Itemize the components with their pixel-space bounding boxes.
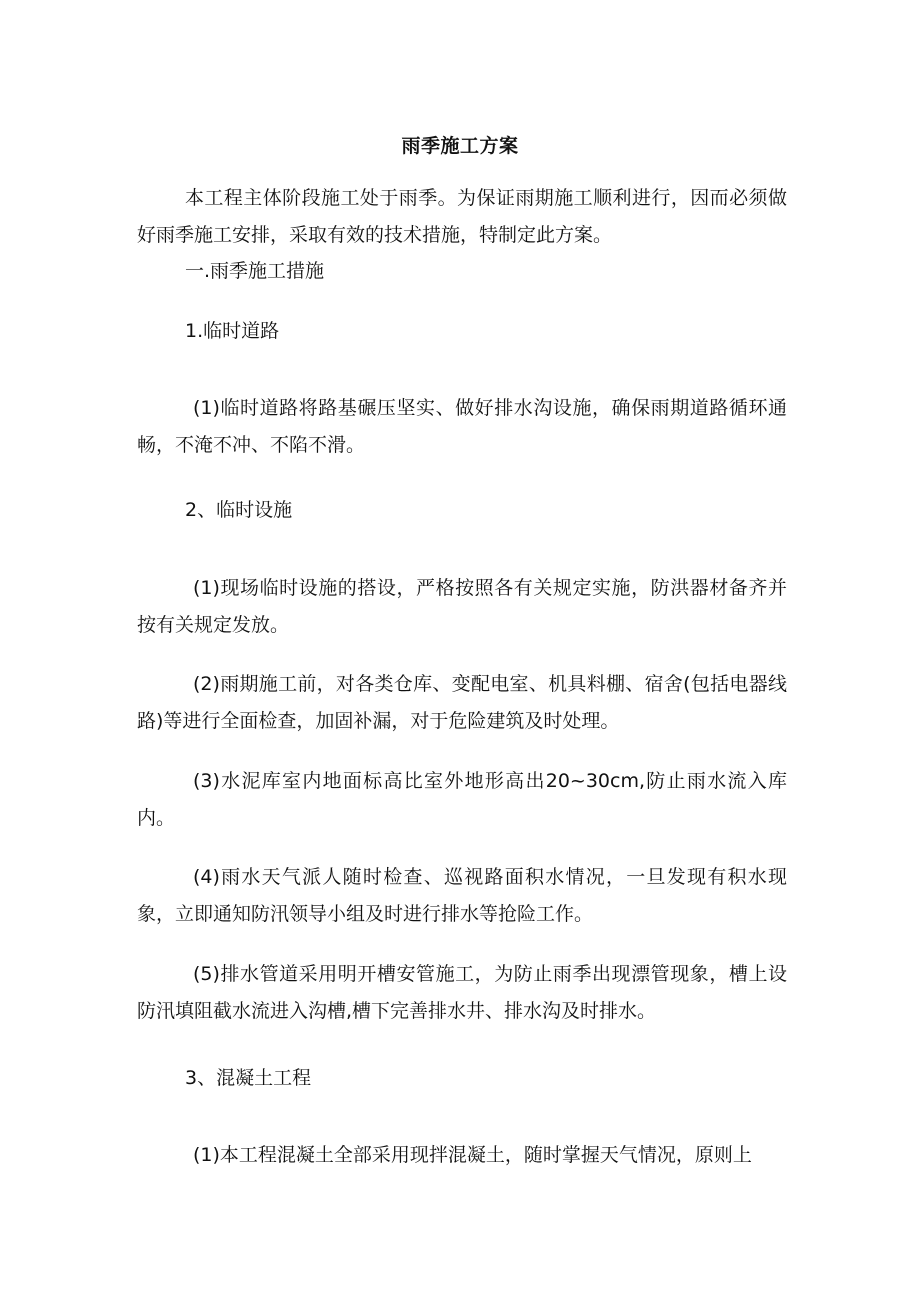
facilities-item-2: (2)雨期施工前，对各类仓库、变配电室、机具料棚、宿舍(包括电器线路)等进行全面检查，加固补漏，对于危险建筑及时处理。 — [137, 673, 787, 732]
concrete-item-1: (1)本工程混凝土全部采用现拌混凝土，随时掌握天气情况，原则上 — [193, 1144, 752, 1166]
roads-item-1: (1)临时道路将路基碾压坚实、做好排水沟设施，确保雨期道路循环通畅，不淹不冲、不陷不滑。 — [137, 397, 787, 456]
facilities-item-4: (4)雨水天气派人随时检查、巡视路面积水情况，一旦发现有积水现象，立即通知防汛领导小组及时进行排水等抢险工作。 — [137, 866, 787, 925]
intro-paragraph: 本工程主体阶段施工处于雨季。为保证雨期施工顺利进行，因而必须做好雨季施工安排，采取有效的技术措施，特制定此方案。 — [137, 187, 787, 246]
subsection-heading-temporary-roads: 1.临时道路 — [185, 320, 280, 342]
subsection-heading-temporary-facilities: 2、临时设施 — [185, 499, 293, 521]
facilities-item-5: (5)排水管道采用明开槽安管施工，为防止雨季出现漂管现象，槽上设防汛填阻截水流进入沟槽,槽下完善排水井、排水沟及时排水。 — [137, 963, 787, 1022]
section-heading-rainy-measures: 一.雨季施工措施 — [185, 260, 325, 282]
subsection-heading-concrete: 3、混凝土工程 — [185, 1067, 312, 1089]
facilities-item-1: (1)现场临时设施的搭设，严格按照各有关规定实施，防洪器材备齐并按有关规定发放。 — [137, 577, 787, 636]
document-title: 雨季施工方案 — [401, 135, 519, 157]
facilities-item-3: (3)水泥库室内地面标高比室外地形高出20~30cm,防止雨水流入库内。 — [137, 770, 787, 829]
